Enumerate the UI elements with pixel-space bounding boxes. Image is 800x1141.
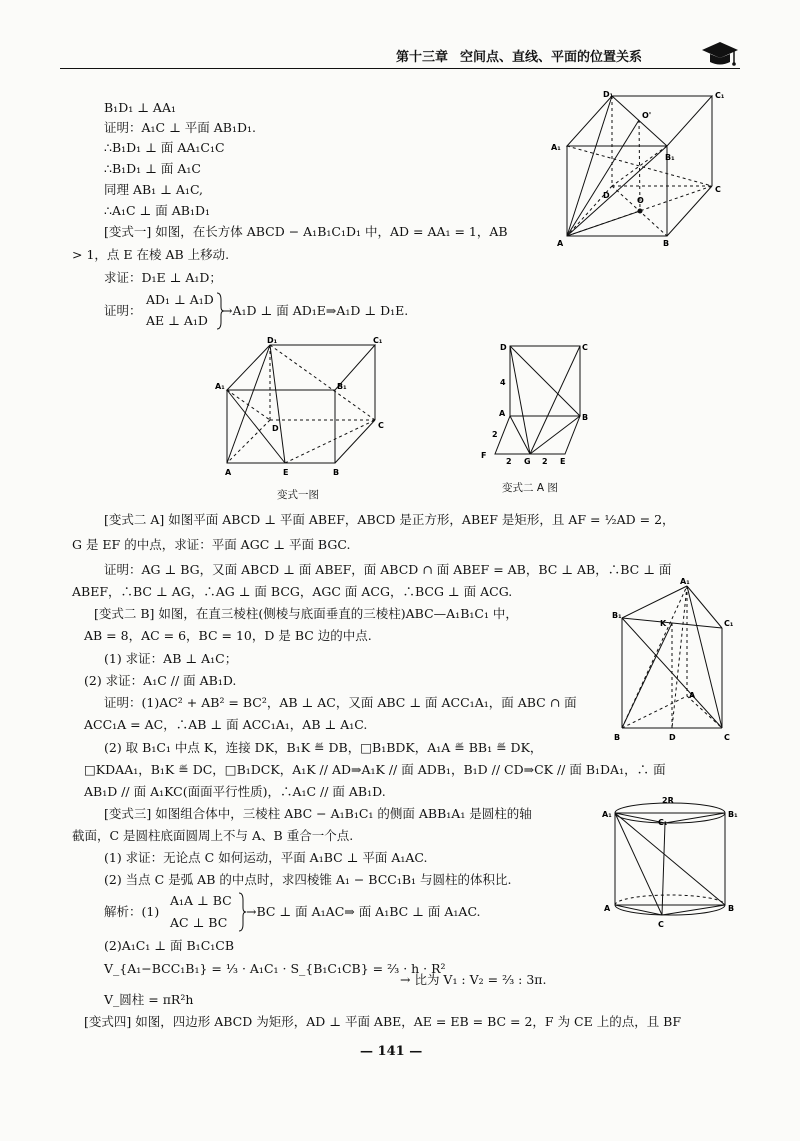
v3-label: C₁ [658, 818, 668, 827]
cube-label: A₁ [551, 143, 561, 152]
v2a-label: C [582, 343, 588, 352]
v3-label: A₁ [602, 810, 612, 819]
text-line: ABEF，∴BC ⊥ AG，∴AG ⊥ 面 BCG，AGC 面 ACG，∴BCG ⊥ 面 ACG. [72, 584, 513, 599]
v1-label: C [378, 421, 384, 430]
text-line: A₁A ⊥ BC [170, 893, 232, 908]
text-line: V_{A₁−BCC₁B₁} = ⅓ · A₁C₁ · S_{B₁C₁CB} = ⅔ · h · R² [104, 961, 446, 976]
v2a-label: E [560, 457, 566, 465]
text-line: [变式四] 如图，四边形 ABCD 为矩形，AD ⊥ 平面 ABE，AE = EB = BC = 2，F 为 CE 上的点，且 BF [84, 1014, 682, 1029]
page-number: — 141 — [360, 1044, 423, 1059]
variant1-figure [215, 335, 395, 483]
text-line: ∴B₁D₁ ⊥ 面 AA₁C₁C [104, 140, 225, 155]
v2b-label: B [614, 733, 621, 742]
text-line: →BC ⊥ 面 A₁AC⇒ 面 A₁BC ⊥ 面 A₁AC. [246, 904, 481, 919]
text-line: □KDAA₁，B₁K ≝ DC，□B₁DCK，A₁K // AD⇒A₁K // 面 ADB₁，B₁D // CD⇒CK // 面 B₁DA₁，∴ 面 [84, 762, 666, 777]
v3-label: B₁ [728, 810, 738, 819]
v2b-label: D [669, 733, 676, 742]
text-line: 证明：(1)AC² + AB² = BC²，AB ⊥ AC，又面 ABC ⊥ 面 ACC₁A₁，面 ABC ∩ 面 [104, 695, 577, 710]
v3-label: 2R [662, 796, 674, 805]
text-line: G 是 EF 的中点，求证：平面 AGC ⊥ 平面 BGC. [72, 537, 351, 552]
graduation-cap-icon [700, 38, 740, 71]
cube-label: D₁ [603, 90, 614, 99]
text-line: →A₁D ⊥ 面 AD₁E⇒A₁D ⊥ D₁E. [222, 303, 409, 318]
text-line: AE ⊥ A₁D [146, 313, 208, 328]
cube-label: C₁ [715, 91, 725, 100]
text-line: [变式二 B] 如图，在直三棱柱(侧棱与底面垂直的三棱柱)ABC—A₁B₁C₁ 中， [94, 606, 518, 621]
text-line: V_圆柱 = πR²h [104, 992, 194, 1007]
cube-figure [545, 88, 745, 256]
text-line: 证明： [104, 303, 142, 318]
variant2a-figure [478, 340, 598, 468]
text-line: AD₁ ⊥ A₁D [146, 292, 214, 307]
text-line: (1) 求证：AB ⊥ A₁C； [104, 651, 238, 666]
v2a-label: F [481, 451, 487, 460]
text-line: [变式一] 如图，在长方体 ABCD − A₁B₁C₁D₁ 中，AD = AA₁ = 1，AB [104, 224, 508, 239]
brace-icon [238, 892, 246, 932]
text-line: 同理 AB₁ ⊥ A₁C, [104, 182, 204, 197]
text-line: (1) 求证：无论点 C 如何运动，平面 A₁BC ⊥ 平面 A₁AC. [104, 850, 428, 865]
chapter-number: 第十三章 [395, 50, 448, 65]
v1-label: E [283, 468, 289, 477]
v3-label: A [604, 904, 611, 913]
variant3-figure [600, 795, 745, 938]
text-line: (2)A₁C₁ ⊥ 面 B₁C₁CB [104, 938, 235, 953]
v2a-label: 2 [506, 457, 512, 465]
text-line: > 1，点 E 在棱 AB 上移动. [72, 247, 230, 262]
v3-label: C [658, 920, 664, 929]
v3-label: B [728, 904, 735, 913]
text-line: B₁D₁ ⊥ AA₁ [104, 100, 176, 115]
text-line: ∴B₁D₁ ⊥ 面 A₁C [104, 161, 201, 176]
v2a-label: G [524, 457, 531, 465]
text-line: (2) 求证：A₁C // 面 AB₁D. [84, 673, 237, 688]
text-line: [变式二 A] 如图平面 ABCD ⊥ 平面 ABEF，ABCD 是正方形，ABEF 是矩形，且 AF = ½AD = 2， [104, 512, 675, 527]
v2a-label: D [500, 343, 507, 352]
text-line: ACC₁A = AC，∴AB ⊥ 面 ACC₁A₁，AB ⊥ A₁C. [84, 717, 368, 732]
v2a-label: B [582, 413, 589, 422]
text-line: 求证：D₁E ⊥ A₁D； [104, 270, 222, 285]
v1-label: D₁ [267, 336, 278, 345]
v2b-label: A [689, 691, 696, 700]
text-line: 证明：AG ⊥ BG，又面 ABCD ⊥ 面 ABEF，面 ABCD ∩ 面 ABEF = AB，BC ⊥ AB，∴BC ⊥ 面 [104, 562, 672, 577]
v2b-label: C₁ [724, 619, 734, 628]
v2a-label: 2 [492, 430, 498, 439]
figure-caption: 变式一图 [277, 489, 319, 501]
cube-label: B [663, 239, 670, 248]
v2b-label: B₁ [612, 611, 622, 620]
chapter-heading [396, 46, 642, 65]
page-header [60, 38, 740, 69]
text-line: AB = 8，AC = 6，BC = 10，D 是 BC 边的中点. [84, 628, 372, 643]
v2a-label: 4 [500, 378, 506, 387]
v1-label: B [333, 468, 340, 477]
v2b-label: K [660, 619, 667, 628]
text-line: AC ⊥ BC [170, 915, 228, 930]
cube-label: A [557, 239, 564, 248]
cube-label: O [637, 196, 644, 205]
text-line: AB₁D // 面 A₁KC(面面平行性质)，∴A₁C // 面 AB₁D. [84, 784, 386, 799]
text-line: (2) 取 B₁C₁ 中点 K，连接 DK，B₁K ≝ DB，□B₁BDK，A₁A ≝ BB₁ ≝ DK， [104, 740, 543, 755]
chapter-title: 空间点、直线、平面的位置关系 [459, 50, 642, 65]
text-line: (2) 当点 C 是弧 AB 的中点时，求四棱锥 A₁ − BCC₁B₁ 与圆柱的体积比. [104, 872, 512, 887]
v2a-label: A [499, 409, 506, 418]
v2b-label: A₁ [680, 578, 690, 586]
v1-label: B₁ [337, 382, 347, 391]
v1-label: A [225, 468, 232, 477]
cube-label: B₁ [665, 153, 675, 162]
v2a-label: 2 [542, 457, 548, 465]
v1-label: D [272, 424, 279, 433]
cube-label: O' [642, 111, 652, 120]
text-line: [变式三] 如图组合体中，三棱柱 ABC − A₁B₁C₁ 的侧面 ABB₁A₁ 是圆柱的轴 [104, 806, 532, 821]
brace-icon [216, 292, 224, 330]
v1-label: A₁ [215, 382, 225, 391]
v2b-label: C [724, 733, 730, 742]
figure-caption: 变式二 A 图 [502, 482, 558, 494]
text-line: 解析：(1) [104, 904, 160, 919]
cube-label: D [603, 191, 610, 200]
v1-label: C₁ [373, 336, 383, 345]
cube-label: C [715, 185, 721, 194]
text-line: → 比为 V₁ : V₂ = ⅔ : 3π. [400, 972, 547, 987]
text-line: 证明：A₁C ⊥ 平面 AB₁D₁. [104, 120, 257, 135]
text-line: 截面，C 是圆柱底面圆周上不与 A、B 重合一个点. [72, 828, 354, 843]
text-line: ∴A₁C ⊥ 面 AB₁D₁ [104, 203, 210, 218]
variant2b-figure [612, 578, 737, 751]
